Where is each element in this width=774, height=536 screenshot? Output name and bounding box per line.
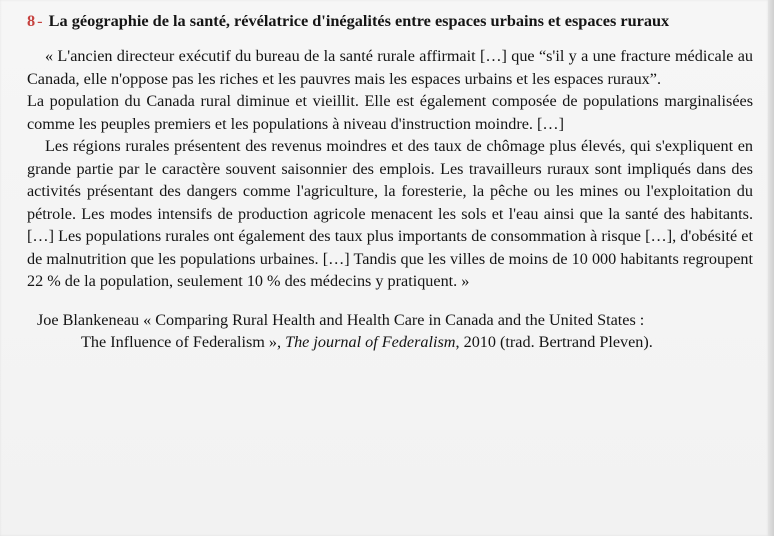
section-title-text: La géographie de la santé, révélatrice d'inégalités entre espaces urbains et espaces ruraux [48,11,670,30]
source-citation [27,309,753,354]
quote-paragraph-3: Les régions rurales présentent des revenus moindres et des taux de chômage plus élevés, qui s'expliquent en grande partie par le caractère souvent saisonnier des emplois. Les travailleurs ruraux sont impliqués dans des activités présentant des dangers comme l'agriculture, la foresterie, la pêche ou les mines ou l'exploitation du pétrole. Les modes intensifs de production agricole menacent les sols et l'eau ainsi que la santé des habitants. […] Les populations rurales ont également des taux plus importants de consommation à risque […], d'obésité et de malnutrition que les populations urbaines. […] Tandis que les villes de moins de 10 000 habitants regroupent 22 % de la population, seulement 10 % des médecins y pratiquent. » [27,137,753,290]
section-number: 8 [27,11,36,30]
source-line-1: Joe Blankeneau « Comparing Rural Health and Health Care in Canada and the United States : [37,310,645,329]
quote-block [27,45,753,293]
source-journal-title: The journal of Federalism [285,333,456,351]
page-edge [768,0,774,536]
section-separator: - [37,11,43,30]
document-title [27,10,753,31]
quote-paragraph-2: La population du Canada rural diminue et vieillit. Elle est également composée de populations marginalisées comme les peuples premiers et les populations à niveau d'instruction moindre. […] [27,92,753,133]
document-content [27,10,753,354]
source-line-2-prefix: The Influence of Federalism », [81,333,286,351]
quote-paragraph-1: « L'ancien directeur exécutif du bureau de la santé rurale affirmait […] que “s'il y a une fracture médicale au Canada, elle n'oppose pas les riches et les pauvres mais les espaces urbains et les espaces ruraux”. [27,47,753,88]
source-line-2 [27,331,753,354]
source-line-2-suffix: , 2010 (trad. Bertrand Pleven). [455,333,653,351]
